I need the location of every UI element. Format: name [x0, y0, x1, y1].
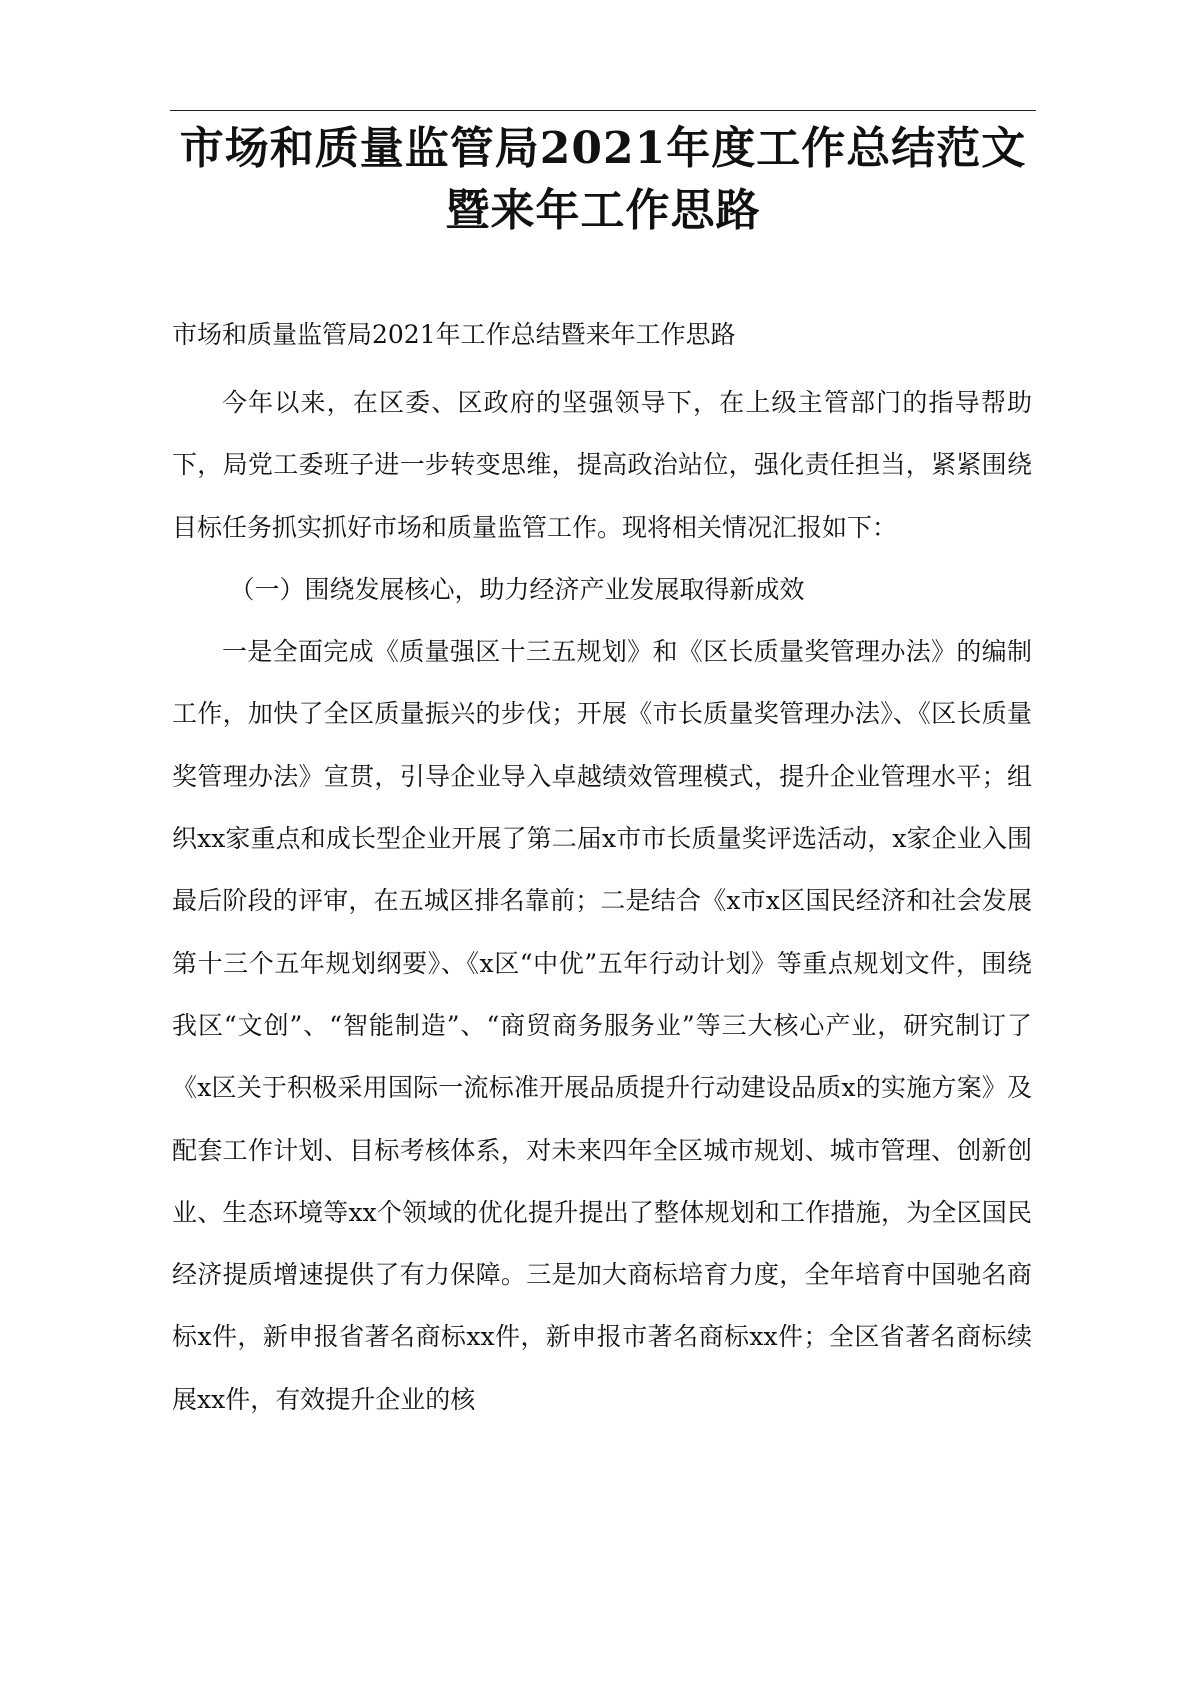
document-title: [150, 118, 1056, 242]
document-subtitle: 市场和质量监管局2021年工作总结暨来年工作思路: [172, 320, 736, 349]
paragraph-section-1: 一是全面完成《质量强区十三五规划》和《区长质量奖管理办法》的编制工作，加快了全区质量振兴的步伐；开展《市长质量奖管理办法》、《区长质量奖管理办法》宣贯，引导企业导入卓越绩效管理模式，提升企业管理水平；组织xx家重点和成长型企业开展了第二届x市市长质量奖评选活动，x家企业入围最后阶段的评审，在五城区排名靠前；二是结合《x市x区国民经济和社会发展第十三个五年规划纲要》、《x区“中优”五年行动计划》等重点规划文件，围绕我区“文创”、“智能制造”、“商贸商务服务业”等三大核心产业，研究制订了《x区关于积极采用国际一流标准开展品质提升行动建设品质x的实施方案》及配套工作计划、目标考核体系，对未来四年全区城市规划、城市管理、创新创业、生态环境等xx个领域的优化提升提出了整体规划和工作措施，为全区国民经济提质增速提供了有力保障。三是加大商标培育力度，全年培育中国驰名商标x件，新申报省著名商标xx件，新申报市著名商标xx件；全区省著名商标续展xx件，有效提升企业的核: [172, 637, 1032, 1414]
paragraph-intro: 今年以来，在区委、区政府的坚强领导下，在上级主管部门的指导帮助下，局党工委班子进一步转变思维，提高政治站位，强化责任担当，紧紧围绕目标任务抓实抓好市场和质量监管工作。现将相关情况汇报如下：: [172, 388, 1032, 542]
title-line-2: 暨来年工作思路: [445, 185, 761, 236]
section-heading-1: （一）围绕发展核心，助力经济产业发展取得新成效: [229, 574, 805, 604]
title-line-1: 市场和质量监管局2021年度工作总结范文: [179, 123, 1027, 174]
header-rule: [170, 110, 1036, 111]
document-body: [172, 372, 1032, 1431]
